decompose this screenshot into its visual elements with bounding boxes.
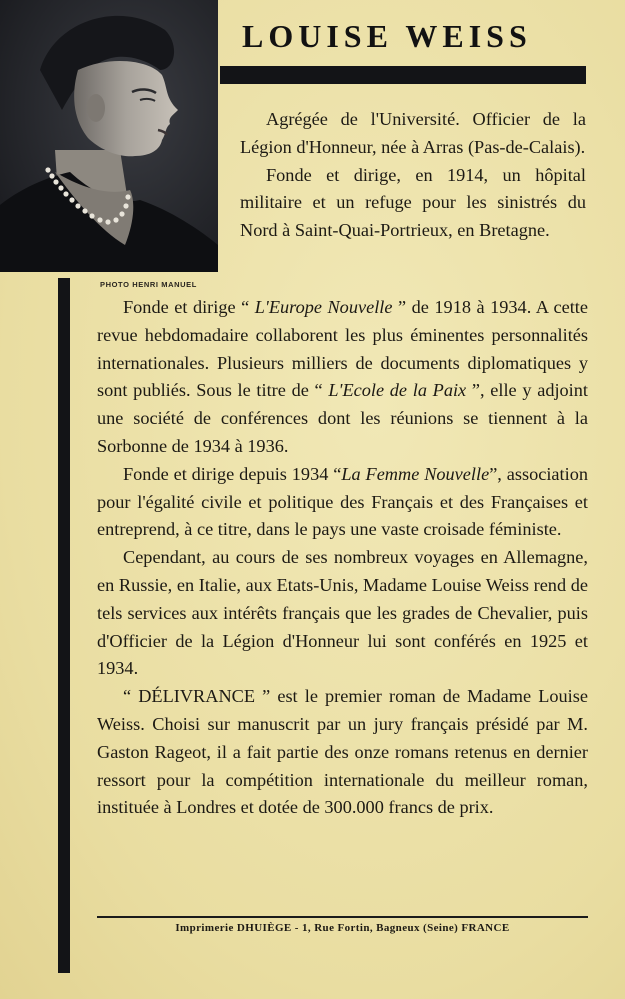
bio-narrow-column xyxy=(240,106,586,245)
bio-paragraph-credentials: Agrégée de l'Université. Officier de la Légion d'Honneur, née à Arras (Pas-de-Calais). xyxy=(240,109,586,157)
author-name-title: LOUISE WEISS xyxy=(242,18,532,54)
title-ecole-de-la-paix: L'Ecole de la Paix xyxy=(328,380,467,401)
bio-paragraph-voyages: Cependant, au cours de ses nombreux voyages en Allemagne, en Russie, en Italie, aux Etats-Unis, Madame Louise Weiss rend de tels services aux intérêts français que les grades de Chevalier, puis d'Officier de la Légion d'Honneur lui sont conférés en 1925 et 1934. xyxy=(97,547,588,679)
bio-paragraph-europe-nouvelle: Fonde et dirige “ L'Europe Nouvelle ” de 1918 à 1934. A cette revue hebdomadaire collaborent les plus éminentes personnalités internationales. Plusieurs milliers de documents diplomatiques y sont publiés. Sous le titre de “ L'Ecole de la Paix ”, elle y adjoint une société de conférences dont les réunions se tiennent à la Sorbonne de 1934 à 1936. xyxy=(97,297,588,456)
left-vertical-bar xyxy=(58,278,70,973)
bio-paragraph-hospital: Fonde et dirige, en 1914, un hôpital militaire et un refuge pour les sinistrés du Nord à Saint-Quai-Portrieux, en Bretagne. xyxy=(240,164,586,241)
title-underline-bar xyxy=(220,66,586,84)
bio-paragraph-femme-nouvelle: Fonde et dirige depuis 1934 “La Femme Nouvelle”, association pour l'égalité civile et politique des Français et des Françaises et entreprend, à ce titre, dans le pays une vaste croisade féministe. xyxy=(97,463,588,540)
bio-paragraph-delivrance: “ DÉLIVRANCE ” est le premier roman de Madame Louise Weiss. Choisi sur manuscrit par un jury français présidé par M. Gaston Rageot, il a fait partie des onze romans retenus en dernier ressort pour la compétition internationale du meilleur roman, instituée à Londres et dotée de 300.000 francs de prix. xyxy=(97,686,588,818)
journal-title-europe-nouvelle: L'Europe Nouvelle xyxy=(254,297,393,317)
portrait-photo xyxy=(0,0,218,272)
title-femme-nouvelle: La Femme Nouvelle xyxy=(341,463,490,484)
portrait-illustration xyxy=(0,0,218,272)
bio-wide-column xyxy=(97,294,588,822)
photo-credit: PHOTO HENRI MANUEL xyxy=(100,280,197,289)
printer-imprint: Imprimerie DHUIÈGE - 1, Rue Fortin, Bagneux (Seine) FRANCE xyxy=(175,922,510,934)
footer-rule xyxy=(97,916,588,918)
